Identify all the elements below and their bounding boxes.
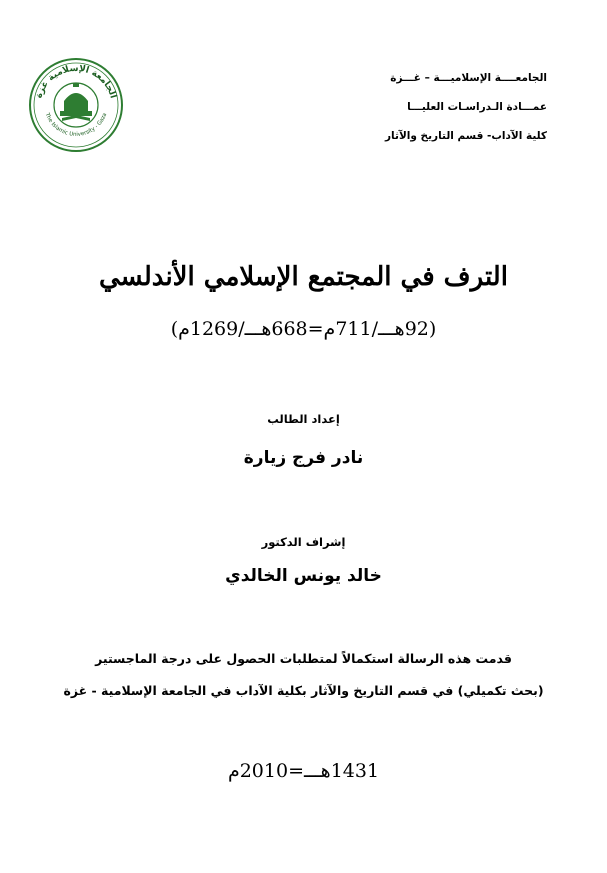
student-name: نادر فرج زيارة xyxy=(243,448,364,468)
deanship-name: عمـــادة الـدراسـات العليـــا xyxy=(407,101,547,113)
university-name: الجامعــــة الإسلاميـــة – غـــزة xyxy=(390,72,547,84)
university-seal-icon xyxy=(26,55,126,155)
institution-header xyxy=(287,64,547,151)
submission-year: 1431هـــ=2010م xyxy=(227,760,380,782)
submission-statement-line-1: قدمت هذه الرسالة استكمالاً لمتطلبات الحصول على درجة الماجستير xyxy=(95,651,512,666)
supervisor-name: خالد يونس الخالدي xyxy=(225,566,382,586)
supervisor-label: إشراف الدكتور xyxy=(261,535,346,549)
submission-statement-line-2: (بحث تكميلي) في قسم التاريخ والآثار بكلية الآداب في الجامعة الإسلامية - غزة xyxy=(63,683,544,698)
thesis-date-range: (92هـــ/711م=668هـــ/1269م) xyxy=(170,318,437,340)
faculty-department: كلية الآداب- قسم التاريخ والآثار xyxy=(385,130,547,142)
seal-graphic xyxy=(26,55,126,155)
seal-english-text: The Islamic University - Gaza xyxy=(43,112,109,138)
seal-arabic-text: الجامعة الإسلامية غزة xyxy=(34,63,118,100)
prepared-by-label: إعداد الطالب xyxy=(267,412,340,426)
thesis-title: الترف في المجتمع الإسلامي الأندلسي xyxy=(99,262,508,292)
